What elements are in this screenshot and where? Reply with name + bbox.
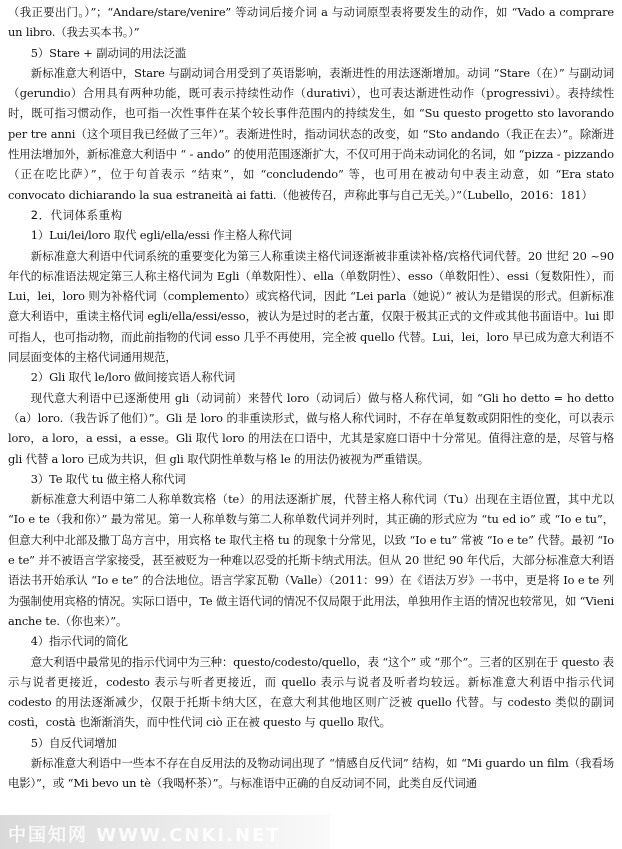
paragraph-continued: （我正要出门。）”；“Andare/stare/venire” 等动词后接介词 a 与动词原型表将要发生的动作，如 “Vado a comprare un libro.（我去买本书。）” — [8, 5, 614, 40]
section-heading-pronouns: 2．代词体系重构 — [30, 207, 123, 222]
subheading-reflexive: 5）自反代词增加 — [30, 735, 117, 750]
paragraph-stare: 新标准意大利语中，Stare 与副动词合用受到了英语影响，表渐进性的用法逐渐增加。动词 “Stare（在）” 与副动词（gerundio）合用具有两种功能，既可表示持续性动作（durativi），也可表达渐进性动作（progressivi）。表持续性时，既可指习惯动作，也可指一次性事件在某个较长事件范围内的持续发生，如 “Su questo progetto sto lavorando per tre anni（这个项目我已经做了三年）”。表渐进性时，指动词状态的改变，如 “Sto andando（我正在去）”。除渐进性用法增加外，新标准意大利语中 “ - ando” 的使用范围逐渐扩大，不仅可用于尚未动词化的名词，如 “pizza - pizzando（正在吃比萨）”，位于句首表示 “结束”，如 “concludendo” 等，也可用在被动句中表主动意，如 “Era stato convocato dichiarando la sua estraneità ai fatti.（他被传召，声称此事与自己无关。）”（Lubello，2016：181） — [8, 65, 614, 202]
subheading-te-tu: 3）Te 取代 tu 做主格人称代词 — [30, 471, 186, 486]
document-page — [8, 2, 614, 794]
subheading-lui-lei-loro: 1）Lui/lei/loro 取代 egli/ella/essi 作主格人称代词 — [30, 228, 292, 243]
paragraph-te-tu: 新标准意大利语中第二人称单数宾格（te）的用法逐渐扩展，代替主格人称代词（Tu）出现在主语位置，其中尤以 “Io e te（我和你）” 最为常见。第一人称单数与第二人称单数代词并列时，其正确的形式应为 “tu ed io” 或 “Io e tu”，但意大利中北部及撒丁岛方言中，用宾格 te 取代主格 tu 的现象十分常见，以致 “Io e tu” 常被 “Io e te” 代替。最初 “Io e te” 并不被语言学家接受，甚至被贬为一种难以忍受的托斯卡纳式用法。但从 20 世纪 90 年代后，大部分标准意大利语语法书开始承认 “Io e te” 的合法地位。语言学家瓦勒（Valle）（2011：99）在《语法万岁》一书中，更是将 Io e te 列为强制使用宾格的情况。实际口语中，Te 做主语代词的情况不仅局限于此用法，单独用作主语的情况也较常见，如 “Vieni anche te.（你也来）”。 — [8, 492, 614, 628]
paragraph-gli: 现代意大利语中已逐渐使用 gli（动词前）来替代 loro（动词后）做与格人称代词，如 “Gli ho detto = ho detto（a）loro.（我告诉了他们）”。Gli 是 loro 的非重读形式，做与格人称代词时，不存在单复数或阴阳性的变化，可以表示 loro，a loro，a essi，a esse。Gli 取代 loro 的用法在口语中，尤其是家庭口语中十分常见。值得注意的是，尽管与格 gli 代替 a loro 已成为共识，但 gli 取代阴性单数与格 le 的用法仍被视为严重错误。 — [8, 390, 614, 466]
watermark — [0, 815, 330, 849]
subheading-demonstratives: 4）指示代词的简化 — [30, 634, 128, 649]
paragraph-demonstratives: 意大利语中最常见的指示代词中为三种：questo/codesto/quello，表 “这个” 或 “那个”。三者的区别在于 questo 表示与说者更接近，codesto 表示与听者更接近，而 quello 表示与说者及听者均较远。新标准意大利语中指示代词 codesto 的用法逐渐减少，仅限于托斯卡纳大区，在意大利其他地区则广泛被 quello 代替。与 codesto 类似的副词 costì，costà 也渐渐消失，而中性代词 ciò 正在被 questo 与 quello 取代。 — [8, 654, 615, 730]
paragraph-lui-lei-loro: 新标准意大利语中代词系统的重要变化为第三人称重读主格代词逐渐被非重读补格/宾格代词代替。20 世纪 20 ~90 年代的标准语法规定第三人称主格代词为 Egli（单数阳性）、ella（单数阴性）、esso（单数阳性）、essi（复数阳性），而 Lui，lei，loro 则为补格代词（complemento）或宾格代词，因此 “Lei parla（她说）” 被认为是错误的形式。但新标准意大利语中，重读主格代词 egli/ella/essi/esso，被认为是过时的老古董，仅限于极其正式的文件或其他书面语中。lui 即可指人，也可指动物，而此前指物的代词 esso 几乎不再使用，完全被 quello 代替。Lui，lei，loro 早已成为意大利语不同层面变体的主格代词通用规范， — [8, 248, 614, 365]
subheading-gli: 2）Gli 取代 le/loro 做间接宾语人称代词 — [30, 370, 236, 385]
subheading-stare-gerundio: 5）Stare + 副动词的用法泛滥 — [30, 45, 187, 60]
paragraph-reflexive: 新标准意大利语中一些本不存在自反用法的及物动词出现了 “情感自反代词” 结构，如 “Mi guardo un film（我看场电影）”，或 “Mi bevo un tè（我喝杯茶）”。与标准语中正确的自反动词不同，此类自反代词通 — [8, 755, 614, 791]
watermark-text: 中国知网 WWW.CNKI.NET — [8, 825, 281, 846]
